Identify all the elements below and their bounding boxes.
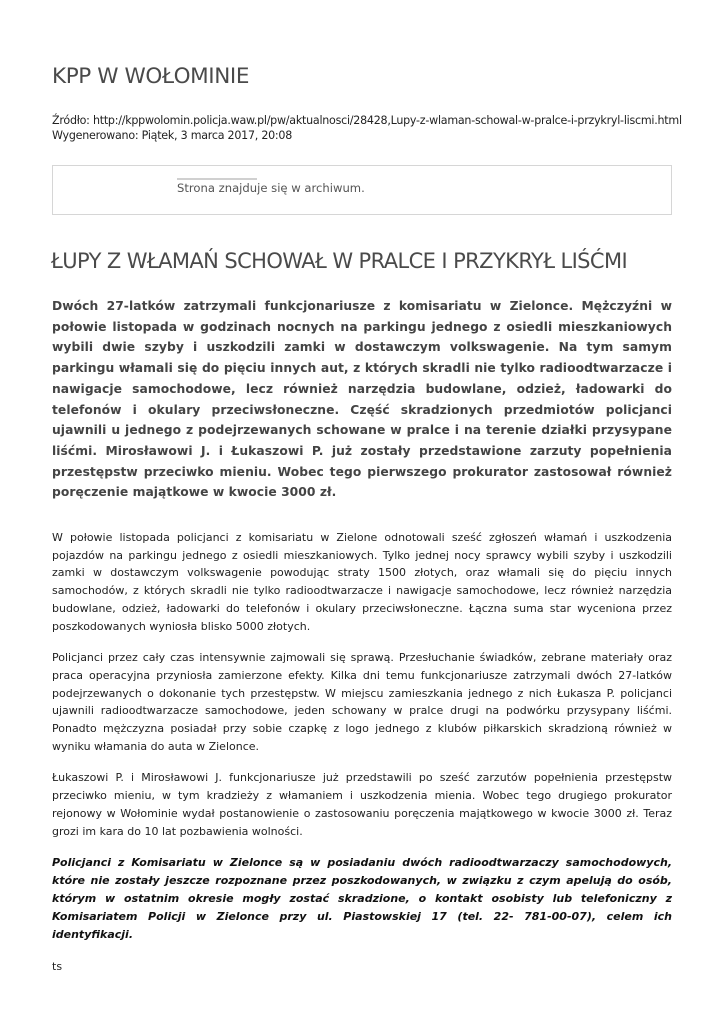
article-paragraph: Łukaszowi P. i Mirosławowi J. funkcjonariusze już przedstawili po sześć zarzutów popełnienia przestępstw przeciwko mieniu, w tym kradzieży z włamaniem i uszkodzenia mienia. Wobec tego drugiego prokurator rejonowy w Wołominie wydał postanowienie o zastosowaniu poręczenia majątkowego w kwocie 3000 zł. Teraz grozi im kara do 10 lat pozbawienia wolności.: [52, 771, 672, 838]
archive-notice: [52, 165, 672, 215]
article-paragraph: Policjanci przez cały czas intensywnie zajmowali się sprawą. Przesłuchanie świadków, zebrane materiały oraz praca operacyjna przyniosła zamierzone efekty. Kilka dni temu funkcjonariusze zatrzymali dwóch 27-latków podejrzewanych o dokonanie tych przestępstw. W miejscu zamieszkania jednego z nich Łukasza P. policjanci ujawnili radioodtwarzacze samochodowe, jeden schowany w pralce drugi na podwórku przysypany liśćmi. Ponadto mężczyzna posiadał przy sobie czapkę z logo jednego z klubów piłkarskich skradzioną również w wyniku włamania do auta w Zielonce.: [52, 651, 672, 753]
archive-divider: [177, 178, 257, 180]
document-meta: [52, 114, 682, 143]
source-line: [52, 114, 682, 129]
generated-label: Wygenerowano:: [52, 128, 142, 142]
source-url: http://kppwolomin.policja.waw.pl/pw/aktualnosci/28428,Lupy-z-wlaman-schowal-w-pralce-i-przykryl-liscmi.html: [92, 114, 682, 127]
generated-line: [52, 129, 682, 144]
author-signature: ts: [52, 960, 63, 974]
article-lead: Dwóch 27-latków zatrzymali funkcjonariusze z komisariatu w Zielonce. Mężczyźni w połowie listopada w godzinach nocnych na parkingu jednego z osiedli mieszkaniowych wybili dwie szyby i uszkodzili zamki w dostawczym volkswagenie. Na tym samym parkingu włamali się do pięciu innych aut, z których skradli nie tylko radioodtwarzacze i nawigacje samochodowe, lecz również narzędzia budowlane, odzież, ładowarki do telefonów i okulary przeciwsłoneczne. Część skradzionych przedmiotów policjanci ujawnili u jednego z podejrzewanych schowane w pralce i na terenie działki przysypane liśćmi. Mirosławowi J. i Łukaszowi P. już zostały przedstawione zarzuty popełnienia przestępstw przeciwko mieniu. Wobec tego pierwszego prokurator zastosował również poręczenie majątkowe w kwocie 3000 zł.: [52, 299, 672, 500]
article-appeal: Policjanci z Komisariatu w Zielonce są w posiadaniu dwóch radioodtwarzaczy samochodowych, które nie zostały jeszcze rozpoznane przez poszkodowanych, w związku z czym apelują do osób, którym w ostatnim okresie mogły zostać skradzione, o kontakt osobisty lub telefoniczny z Komisariatem Policji w Zielonce przy ul. Piastowskiej 17 (tel. 22- 781-00-07), celem ich identyfikacji.: [52, 856, 672, 942]
article-title: ŁUPY Z WŁAMAŃ SCHOWAŁ W PRALCE I PRZYKRYŁ LIŚĆMI: [51, 249, 628, 273]
source-label: Źródło:: [52, 114, 93, 127]
generated-date: Piątek, 3 marca 2017, 20:08: [141, 128, 293, 142]
article-body: [52, 296, 672, 976]
site-title: KPP W WOŁOMINIE: [52, 64, 250, 89]
archive-notice-text: Strona znajduje się w archiwum.: [177, 181, 365, 195]
article-paragraph: W połowie listopada policjanci z komisariatu w Zielone odnotowali sześć zgłoszeń włamań i uszkodzenia pojazdów na parkingu jednego z osiedli mieszkaniowych. Tylko jednej nocy sprawcy wybili szyby i uszkodzili zamki w dostawczym volkswagenie powodując straty 1500 złotych, oraz włamali się do pięciu innych samochodów, z których skradli nie tylko radioodtwarzacze i nawigacje samochodowe, lecz również narzędzia budowlane, odzież, ładowarki do telefonów i okulary przeciwsłoneczne. Łączna suma star wyceniona przez poszkodowanych wyniosła blisko 5000 złotych.: [52, 531, 672, 633]
